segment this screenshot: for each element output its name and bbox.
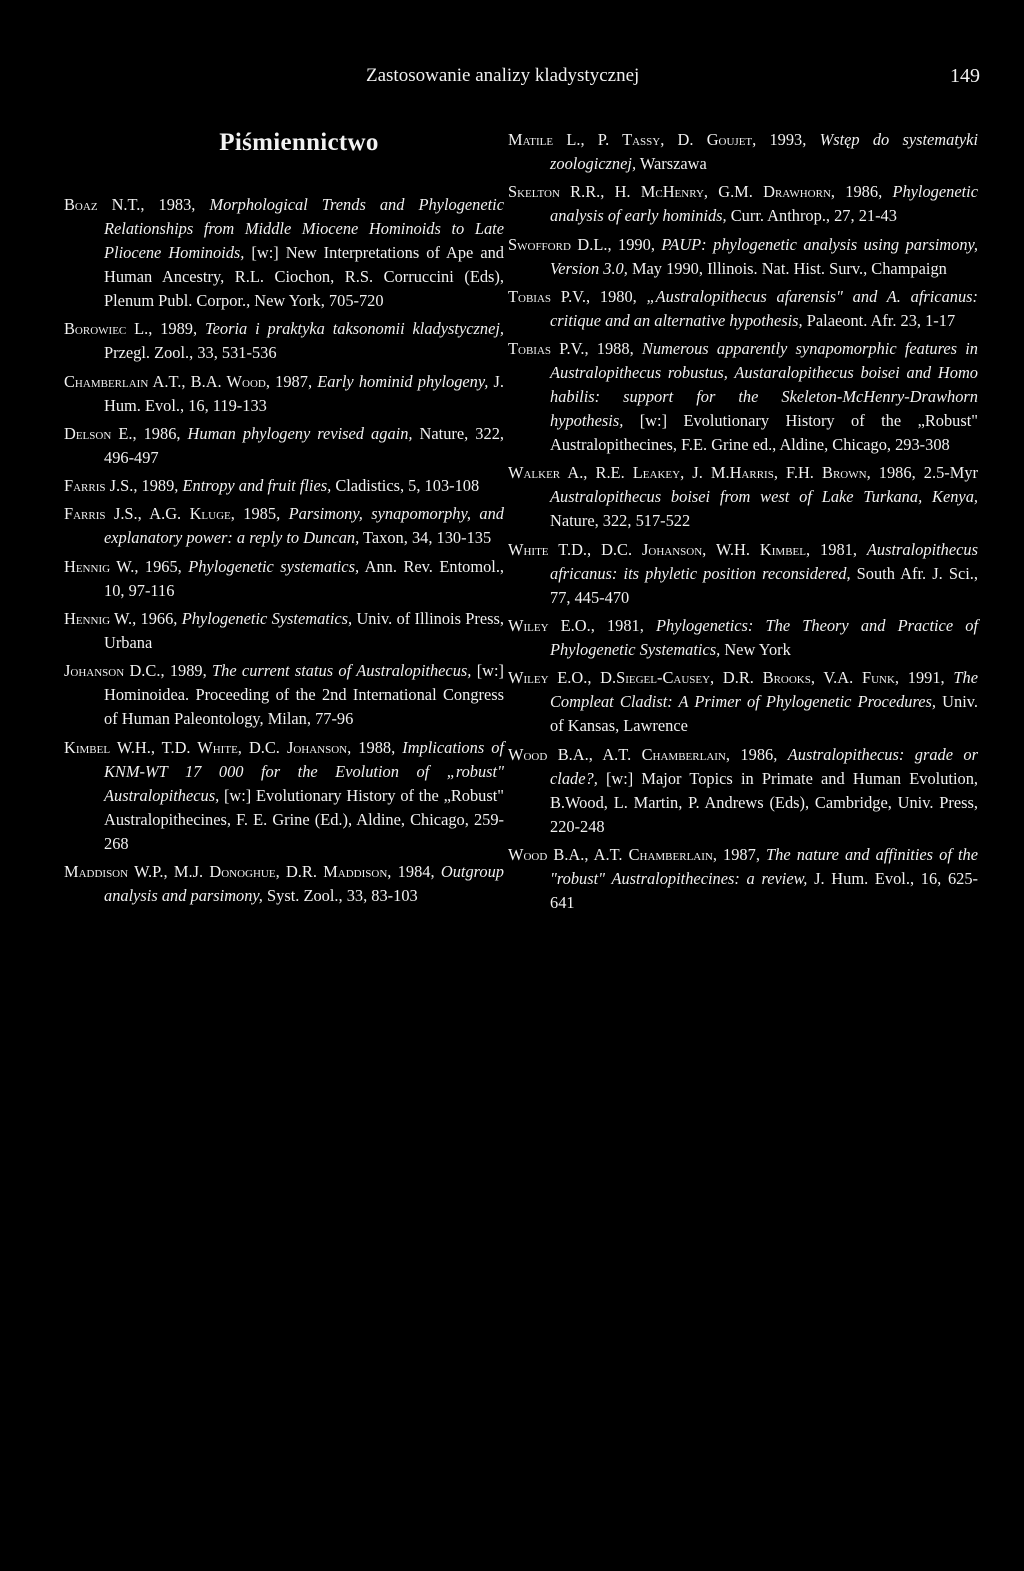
reference-year: , 1965,: [134, 556, 189, 576]
page-number: 149: [950, 65, 980, 87]
reference-year: , 1991,: [894, 668, 954, 688]
reference-source: Warszawa: [636, 154, 707, 173]
reference-entry: [64, 607, 504, 655]
reference-title: „Australopithecus afarensis" and A. africanus: critique and an alternative hypothesis,: [550, 286, 979, 330]
reference-authors: Walker A., R.E. Leakey, J. M.Harris, F.H. Brown: [508, 463, 867, 483]
reference-source: Przegl. Zool., 33, 531-536: [104, 343, 277, 363]
reference-source: Nature, 322, 496-497: [104, 423, 504, 467]
reference-title: Early hominid phylogeny,: [317, 371, 489, 391]
reference-year: , 1966,: [132, 609, 182, 629]
reference-authors: Farris J.S., A.G. Kluge: [64, 504, 231, 524]
reference-source: [w:] New Interpretations of Ape and Human Ancestry, R.L. Ciochon, R.S. Corruccini (Eds), Plenum Publ. Corpor., New York, 705-720: [104, 243, 504, 310]
reference-entry: [508, 614, 978, 662]
reference-entry: [508, 666, 978, 738]
reference-authors: Wood B.A., A.T. Chamberlain: [508, 744, 726, 764]
reference-entry: [64, 370, 504, 418]
reference-year: , 1989,: [160, 661, 213, 681]
reference-source: Univ. of Kansas, Lawrence: [550, 692, 978, 736]
reference-authors: Tobias P.V.: [508, 286, 587, 306]
reference-authors: Tobias P.V.: [508, 339, 585, 359]
reference-title: Australopithecus: grade or clade?,: [550, 744, 979, 788]
reference-title: Parsimony, synapomorphy, and explanatory power: a reply to Duncan,: [104, 504, 504, 548]
reference-title: Wstęp do systematyki zoologicznej,: [550, 130, 978, 173]
reference-year: , 1985,: [230, 504, 289, 524]
reference-title: The Compleat Cladist: A Primer of Phylogenetic Procedures,: [550, 668, 979, 712]
reference-entry: [508, 285, 978, 333]
reference-entry: [64, 659, 504, 731]
reference-source: J. Hum. Evol., 16, 119-133: [104, 371, 505, 415]
reference-year: , 1987,: [712, 844, 767, 864]
reference-title: The current status of Australopithecus,: [212, 661, 472, 681]
reference-entry: [508, 743, 978, 839]
reference-title: Teoria i praktyka taksonomii kladystycznej,: [204, 319, 505, 339]
reference-authors: Wiley E.O., D.Siegel-Causey, D.R. Brooks, V.A. Funk: [508, 668, 895, 688]
reference-title: Human phylogeny revised again,: [187, 423, 413, 443]
reference-title: Morphological Trends and Phylogenetic Relationships from Middle Miocene Hominoids to Late Pliocene Hominoids,: [104, 195, 505, 262]
running-head: [366, 62, 980, 90]
reference-entry: [64, 474, 504, 498]
reference-source: [w:] Hominoidea. Proceeding of the 2nd International Congress of Human Paleontology, Milan, 77-96: [104, 661, 505, 729]
left-column: [64, 128, 504, 912]
reference-title: Australopithecus africanus: its phyletic position reconsidered,: [550, 539, 978, 583]
reference-authors: Swofford D.L.: [508, 234, 608, 254]
reference-authors: Delson E.: [64, 423, 133, 443]
reference-year: , 1986,: [132, 423, 188, 443]
reference-source: Ann. Rev. Entomol., 10, 97-116: [104, 556, 505, 600]
reference-title: Outgroup analysis and parsimony,: [104, 861, 504, 905]
reference-source: Curr. Anthrop., 27, 21-43: [726, 206, 897, 226]
reference-year: , 1984,: [387, 861, 441, 881]
reference-entry: [508, 337, 978, 457]
reference-source: J. Hum. Evol., 16, 625-641: [550, 868, 978, 912]
reference-list-left: [64, 193, 504, 908]
reference-authors: Boaz N.T.: [64, 195, 141, 214]
right-column: [508, 128, 978, 919]
reference-year: , 1986,: [830, 182, 893, 202]
reference-source: [w:] Evolutionary History of the „Robust" Australopithecines, F. E. Grine (Ed.), Aldine, Chicago, 259-268: [104, 785, 504, 853]
reference-entry: [508, 128, 978, 176]
reference-source: Nature, 322, 517-522: [550, 511, 691, 531]
reference-title: Phylogenetic analysis of early hominids,: [550, 182, 978, 226]
reference-entry: [64, 502, 504, 550]
reference-authors: White T.D., D.C. Johanson, W.H. Kimbel: [508, 539, 806, 559]
running-title: Zastosowanie analizy kladystycznej: [366, 65, 640, 86]
reference-authors: Wood B.A., A.T. Chamberlain: [508, 844, 713, 864]
reference-source: New York: [720, 640, 791, 660]
reference-entry: [508, 461, 978, 533]
reference-entry: [508, 843, 978, 915]
reference-authors: Wiley E.O.: [508, 616, 591, 636]
reference-entry: [64, 555, 504, 603]
reference-year: , 1980,: [586, 286, 647, 306]
section-title: Piśmiennictwo: [219, 129, 379, 156]
reference-title: Implications of KNM-WT 17 000 for the Evolution of „robust" Australopithecus,: [104, 737, 505, 805]
reference-source: Taxon, 34, 130-135: [359, 528, 492, 548]
reference-year: , 1993,: [752, 130, 820, 149]
reference-year: , 1981,: [590, 616, 656, 636]
reference-authors: Farris J.S.: [64, 476, 134, 496]
reference-year: , 1988,: [347, 737, 403, 757]
reference-title: PAUP: phylogenetic analysis using parsimony, Version 3.0,: [550, 234, 978, 278]
reference-authors: Hennig W.: [64, 556, 135, 576]
reference-authors: Borowiec L.: [64, 319, 149, 339]
reference-title: Phylogenetic Systematics,: [181, 609, 353, 629]
reference-year: , 1990,: [607, 234, 662, 254]
reference-entry: [508, 180, 978, 228]
reference-source: [w:] Evolutionary History of the „Robust" Australopithecines, F.E. Grine ed., Aldine, Chicago, 293-308: [550, 411, 978, 455]
reference-year: , 1986,: [725, 744, 788, 764]
reference-authors: Chamberlain A.T., B.A. Wood: [64, 371, 266, 391]
reference-source: Syst. Zool., 33, 83-103: [262, 885, 418, 905]
reference-entry: [64, 317, 504, 365]
reference-entry: [64, 860, 504, 908]
reference-source: Univ. of Illinois Press, Urbana: [104, 609, 504, 653]
reference-entry: [508, 538, 978, 610]
reference-year: , 1983,: [140, 195, 210, 214]
reference-entry: [64, 193, 504, 313]
reference-source: May 1990, Illinois. Nat. Hist. Surv., Champaign: [627, 258, 947, 278]
reference-title: The nature and affinities of the "robust" Australopithecines: a review,: [550, 844, 978, 888]
reference-source: Cladistics, 5, 103-108: [331, 476, 480, 496]
reference-entry: [64, 736, 504, 856]
reference-year: , 1986, 2.5-Myr: [866, 463, 978, 483]
reference-authors: Hennig W.: [64, 609, 133, 629]
reference-authors: Matile L., P. Tassy, D. Goujet: [508, 130, 753, 149]
reference-authors: Johanson D.C.: [64, 661, 161, 681]
reference-list-right: [508, 128, 978, 915]
reference-year: , 1981,: [805, 539, 867, 559]
reference-entry: [508, 233, 978, 281]
reference-entry: [64, 422, 504, 470]
reference-authors: Kimbel W.H., T.D. White, D.C. Johanson: [64, 737, 348, 757]
reference-title: Australopithecus boisei from west of Lake Turkana, Kenya,: [550, 487, 978, 507]
reference-authors: Skelton R.R., H. McHenry, G.M. Drawhorn: [508, 182, 831, 202]
reference-year: , 1988,: [584, 339, 642, 359]
reference-title: Phylogenetic systematics,: [188, 556, 360, 576]
reference-source: South Afr. J. Sci., 77, 445-470: [550, 563, 978, 607]
reference-source: Palaeont. Afr. 23, 1-17: [802, 310, 956, 330]
reference-title: Numerous apparently synapomorphic features in Australopithecus robustus, Austaralopithecus boisei and Homo habilis: support for the Skeleton-McHenry-Drawhorn hypothesis,: [550, 339, 978, 431]
reference-year: , 1987,: [265, 371, 318, 391]
reference-authors: Maddison W.P., M.J. Donoghue, D.R. Maddison: [64, 861, 388, 881]
reference-title: Phylogenetics: The Theory and Practice of Phylogenetic Systematics,: [550, 616, 978, 660]
reference-year: , 1989,: [133, 476, 183, 496]
reference-source: [w:] Major Topics in Primate and Human Evolution, B.Wood, L. Martin, P. Andrews (Eds), Cambridge, Univ. Press, 220-248: [550, 768, 978, 836]
reference-year: , 1989,: [148, 319, 205, 339]
reference-title: Entropy and fruit flies,: [182, 476, 332, 496]
